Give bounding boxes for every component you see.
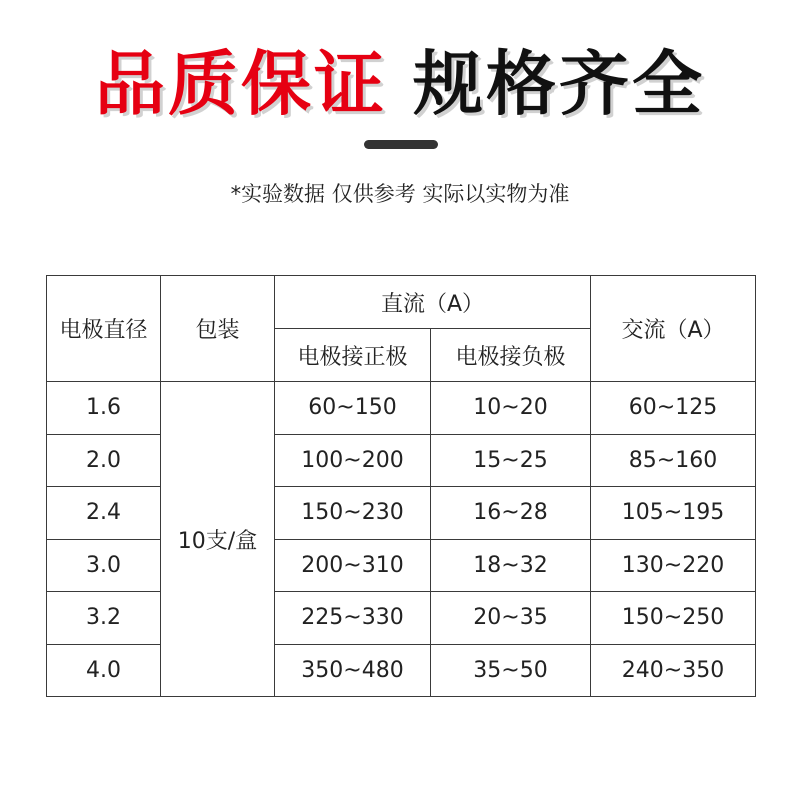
cell-dc-negative: 15~25: [431, 434, 591, 487]
table-row: [47, 487, 756, 540]
header-ac: 交流（A）: [591, 276, 756, 382]
cell-diameter: 2.4: [47, 487, 161, 540]
spec-table: [46, 275, 756, 697]
cell-ac: 130~220: [591, 539, 756, 592]
cell-diameter: 4.0: [47, 644, 161, 697]
cell-dc-negative: 16~28: [431, 487, 591, 540]
table-row: [47, 434, 756, 487]
cell-dc-negative: 20~35: [431, 592, 591, 645]
header-diameter: 电极直径: [47, 276, 161, 382]
header-dc-negative: 电极接负极: [431, 329, 591, 382]
header-packaging: 包装: [161, 276, 275, 382]
cell-dc-negative: 18~32: [431, 539, 591, 592]
cell-ac: 240~350: [591, 644, 756, 697]
cell-dc-positive: 150~230: [275, 487, 431, 540]
table-row: [47, 382, 756, 435]
cell-diameter: 2.0: [47, 434, 161, 487]
header-dc-positive: 电极接正极: [275, 329, 431, 382]
page-title: [0, 42, 800, 126]
table-row: [47, 592, 756, 645]
cell-dc-positive: 225~330: [275, 592, 431, 645]
cell-dc-negative: 10~20: [431, 382, 591, 435]
cell-dc-positive: 60~150: [275, 382, 431, 435]
cell-diameter: 3.0: [47, 539, 161, 592]
header-dc: 直流（A）: [275, 276, 591, 329]
cell-dc-positive: 100~200: [275, 434, 431, 487]
cell-dc-positive: 350~480: [275, 644, 431, 697]
cell-packaging: 10支/盒: [161, 382, 275, 697]
cell-ac: 60~125: [591, 382, 756, 435]
cell-diameter: 3.2: [47, 592, 161, 645]
title-black-text: 规格齐全: [413, 43, 705, 125]
cell-dc-negative: 35~50: [431, 644, 591, 697]
cell-ac: 85~160: [591, 434, 756, 487]
cell-diameter: 1.6: [47, 382, 161, 435]
title-divider: [364, 140, 438, 149]
cell-ac: 105~195: [591, 487, 756, 540]
table-row: [47, 644, 756, 697]
disclaimer-note: *实验数据 仅供参考 实际以实物为准: [230, 182, 570, 206]
cell-ac: 150~250: [591, 592, 756, 645]
cell-dc-positive: 200~310: [275, 539, 431, 592]
table-row: [47, 539, 756, 592]
title-red-text: 品质保证: [95, 43, 387, 125]
